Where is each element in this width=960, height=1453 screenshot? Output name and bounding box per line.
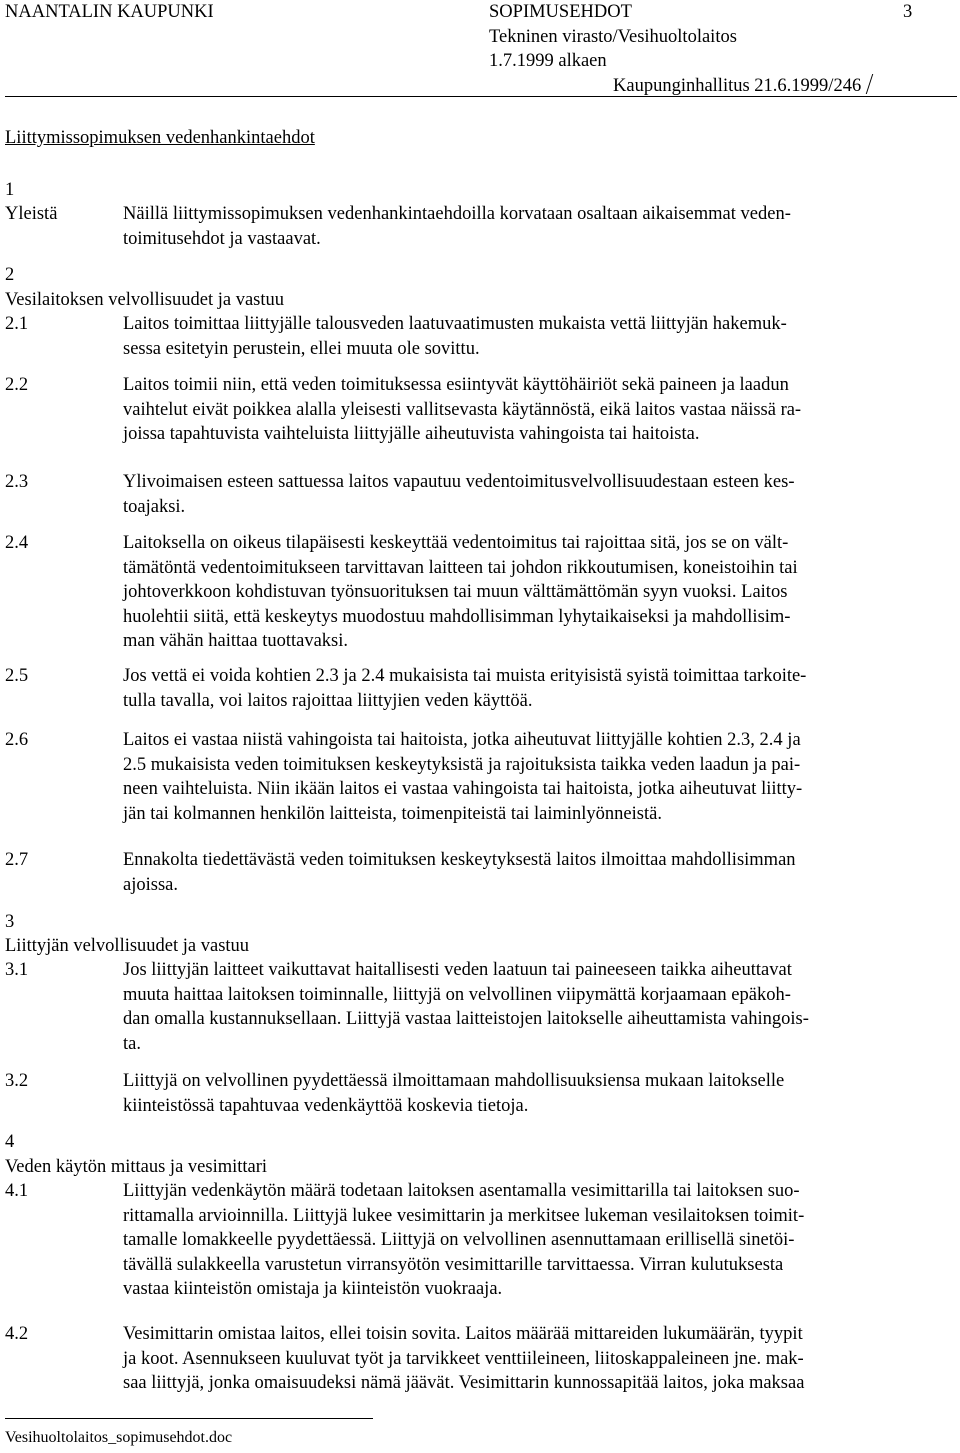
text-line: ta. <box>123 1033 141 1054</box>
effective-date: 1.7.1999 alkaen <box>489 51 607 71</box>
text-line: 2.5 mukaisista veden toimituksen keskeytyksistä ja rajoituksista taikka veden laadun ja pai- <box>123 754 801 775</box>
footer-rule <box>5 1418 373 1419</box>
document-type: SOPIMUSEHDOT <box>489 2 632 22</box>
clause-number: 3.2 <box>5 1071 29 1091</box>
text-line: tävällä sulakkeella varustetun virransyötön vesimittarille tarvittaessa. Virran kulutuksesta <box>123 1254 784 1275</box>
text-line: dan omalla kustannuksellaan. Liittyjä vastaa laitteistojen laitokselle aiheuttamista vahingois- <box>123 1009 809 1029</box>
text-line: ja koot. Asennukseen kuuluvat työt ja tarvikkeet venttiileineen, liitoskappaleineen jne. mak- <box>123 1348 804 1369</box>
document-title: Liittymissopimuksen vedenhankintaehdot <box>5 128 315 148</box>
text-line: Ylivoimaisen esteen sattuessa laitos vapautuu vedentoimitusvelvollisuudestaan esteen kes- <box>123 472 795 492</box>
footer-filename: Vesihuoltolaitos_sopimusehdot.doc <box>5 1429 233 1446</box>
clause-text <box>123 470 953 519</box>
text-line: jän tai kolmannen henkilön laitteista, toimenpiteistä tai laiminlyönneistä. <box>123 803 662 824</box>
clause-number: 2.5 <box>5 666 29 686</box>
text-line: sessa esitetyin perustein, ellei muuta ole sovittu. <box>123 338 480 359</box>
text-line: Liittyjä on velvollinen pyydettäessä ilmoittamaan mahdollisuuksiensa mukaan laitokselle <box>123 1071 785 1091</box>
clause-number: 2.2 <box>5 375 29 395</box>
clause-number: 3.1 <box>5 960 29 980</box>
revision-mark-icon <box>866 74 877 94</box>
clause-text <box>123 1322 953 1396</box>
section-1-number: 1 <box>5 180 15 200</box>
text-line: Laitos toimii niin, että veden toimituksessa esiintyvät käyttöhäiriöt sekä paineen ja laadun <box>123 375 789 395</box>
text-line: Vesimittarin omistaa laitos, ellei toisin sovita. Laitos määrää mittareiden lukumäärän, tyypit <box>123 1324 803 1344</box>
text-line: Näillä liittymissopimuksen vedenhankintaehdoilla korvataan osaltaan aikaisemmat veden- <box>123 204 791 224</box>
text-line: ajoissa. <box>123 874 178 895</box>
page-header <box>5 0 957 97</box>
clause-text <box>123 958 953 1056</box>
text-line: Jos vettä ei voida kohtien 2.3 ja 2.4 mukaisista tai muista erityisistä syistä toimittaa tarkoite- <box>123 666 807 686</box>
text-line: Laitoksella on oikeus tilapäisesti keskeyttää vedentoimitus tai rajoittaa sitä, jos se on vält- <box>123 533 789 553</box>
text-line: toajaksi. <box>123 496 186 517</box>
text-line: Laitos toimittaa liittyjälle talousveden laatuvaatimusten mukaista vettä liittyjän hakemuk- <box>123 314 787 334</box>
clause-number: 2.4 <box>5 533 29 553</box>
text-line: vaihtelut eivät poikkea alalla yleisesti vallitsevasta käytännöstä, eikä laitos vastaa näissä ra- <box>123 399 802 420</box>
section-1-text <box>123 202 953 251</box>
section-4-number: 4 <box>5 1132 15 1152</box>
clause-text <box>123 531 953 654</box>
clause-text <box>123 373 953 447</box>
text-line: johtoverkkoon kohdistuvan työnsuorituksen tai muun välttämättömän syyn vuoksi. Laitos <box>123 582 788 602</box>
text-line: kiinteistössä tapahtuvaa vedenkäyttöä koskevia tietoja. <box>123 1095 529 1116</box>
clause-number: 2.6 <box>5 730 29 750</box>
text-line: Liittyjän vedenkäytön määrä todetaan laitoksen asentamalla vesimittarilla tai laitoksen suo- <box>123 1181 800 1201</box>
text-line: rittamalla arvioinnilla. Liittyjä lukee vesimittarin ja merkitsee lukeman vesilaitoksen toimit- <box>123 1205 805 1226</box>
clause-number: 4.2 <box>5 1324 29 1344</box>
clause-text <box>123 1069 953 1118</box>
text-line: neen vaihteluista. Niin ikään laitos ei vastaa vahingoista tai haitoista, jotka aiheutuvat liitty- <box>123 779 803 799</box>
section-4-heading: Veden käytön mittaus ja vesimittari <box>5 1157 268 1177</box>
clause-text <box>123 1179 953 1302</box>
clause-number: 4.1 <box>5 1181 29 1201</box>
text-line: saa liittyjä, jonka omaisuudeksi nämä jäävät. Vesimittarin kunnossapitää laitos, joka maksaa <box>123 1373 805 1393</box>
section-2-heading: Vesilaitoksen velvollisuudet ja vastuu <box>5 290 284 310</box>
section-1-label: Yleistä <box>5 204 58 224</box>
clause-text <box>123 848 953 897</box>
header-details <box>489 0 874 98</box>
department: Tekninen virasto/Vesihuoltolaitos <box>489 26 737 47</box>
text-line: Laitos ei vastaa niistä vahingoista tai haitoista, jotka aiheutuvat liittyjälle kohtien 2.3, 2.4 ja <box>123 730 801 750</box>
text-line: Ennakolta tiedettävästä veden toimituksen keskeytyksestä laitos ilmoittaa mahdollisimman <box>123 850 796 870</box>
clause-text <box>123 312 953 361</box>
clause-number: 2.7 <box>5 850 29 870</box>
section-3-number: 3 <box>5 912 15 932</box>
text-line: toimitusehdot ja vastaavat. <box>123 228 321 249</box>
text-line: vastaa kiinteistön omistaja ja kiinteistön vuokraaja. <box>123 1279 503 1299</box>
clause-number: 2.3 <box>5 472 29 492</box>
section-2-number: 2 <box>5 265 15 285</box>
page-number: 3 <box>903 2 913 22</box>
clause-number: 2.1 <box>5 314 29 334</box>
text-line: man vähän haittaa tuottavaksi. <box>123 631 349 651</box>
organization-name: NAANTALIN KAUPUNKI <box>5 2 214 22</box>
approval-line <box>489 74 874 99</box>
clause-text <box>123 664 953 713</box>
clause-text <box>123 728 953 826</box>
text-line: tämätöntä vedentoimitukseen tarvittavan laitteen tai johdon rikkoutumisen, koneistoihin tai <box>123 557 798 578</box>
approval-reference: Kaupunginhallitus 21.6.1999/246 <box>613 75 862 96</box>
text-line: tulla tavalla, voi laitos rajoittaa liittyjien veden käyttöä. <box>123 690 533 711</box>
text-line: tamalle lomakkeelle pyydettäessä. Liittyjä on velvollinen asennuttamaan erillisellä sinetöi- <box>123 1230 795 1250</box>
text-line: joissa tapahtuvista vaihteluista liittyjälle aiheutuvista vahingoista tai haitoista. <box>123 424 700 444</box>
text-line: Jos liittyjän laitteet vaikuttavat haitallisesti veden laatuun tai paineeseen taikka aiheuttavat <box>123 960 792 980</box>
text-line: huolehtii siitä, että keskeytys muodostuu mahdollisimman lyhytaikaiseksi ja mahdollisim- <box>123 606 791 627</box>
text-line: muuta haittaa laitoksen toiminnalle, liittyjä on velvollinen viipymättä korjaamaan epäkoh- <box>123 984 791 1005</box>
header-rule <box>5 96 957 97</box>
section-3-heading: Liittyjän velvollisuudet ja vastuu <box>5 936 250 956</box>
